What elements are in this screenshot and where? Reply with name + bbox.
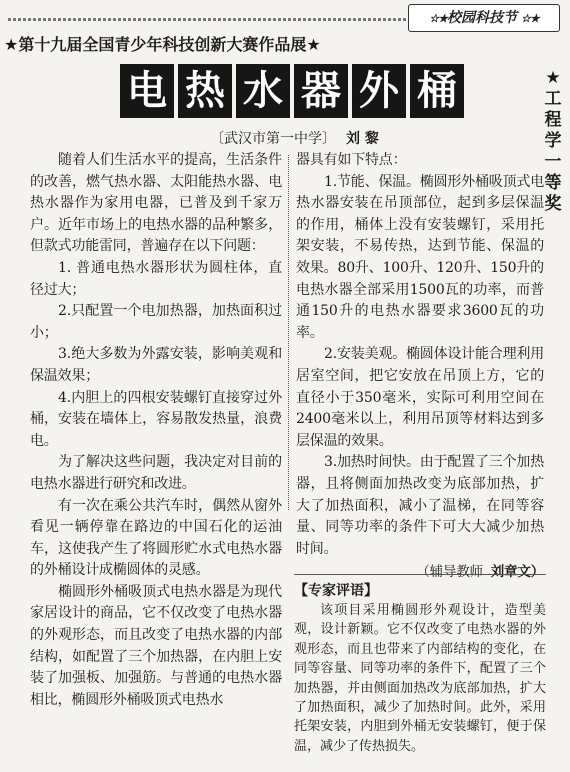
body-paragraph: 器具有如下特点： [296,152,407,168]
body-paragraph: 椭圆形外桶吸顶式电热水器是为现代家居设计的商品，它不仅改变了电热水器的外观形态，而且改变了电热水器的内部结构，如配置了三个加热器，在内胆上安装了加强板、加强筋。与普通的电热水器相比，椭圆形外桶吸顶式电热水 [30,583,282,708]
byline [210,128,379,148]
right-column [296,150,544,584]
body-paragraph: 随着人们生活水平的提高，生活条件的改善，燃气热水器、太阳能热水器、电热水器作为家用电器，已普及到千家万户。近年市场上的电热水器的品种繁多，但款式功能雷同，普遍存在以下问题： [30,152,282,255]
body-paragraph: 1. 普通电热水器形状为圆柱体，直径过大； [30,259,282,298]
school-name: 〔武汉市第一中学〕 [210,131,336,147]
left-column [30,150,282,711]
festival-logo: ☆★校园科技节 ☆★ [408,4,560,32]
body-paragraph: 2.安装美观。椭圆体设计能合理利用居室空间，把它安放在吊顶上方，它的直径小于350毫米，实际可利用空间在2400毫米以上，利用吊顶等材料达到多层保温的效果。 [296,346,544,449]
article-title [120,64,464,118]
advisor-name: 刘章文） [490,564,544,581]
title-char: 电 [120,64,174,118]
title-char: 外 [352,64,406,118]
body-paragraph: 3.加热时间快。由于配置了三个加热器，且将侧面加热改变为底部加热，扩大了加热面积，减小了温梯，在同等容量、同等功率的条件下可大大减少加热时间。 [296,454,544,557]
body-paragraph: 2.只配置一个电加热器，加热面积过小； [30,303,282,341]
title-char: 热 [178,64,232,118]
body-paragraph: 3.绝大多数为外露安装，影响美观和保温效果； [30,346,282,384]
title-char: 水 [236,64,290,118]
title-char: 桶 [410,64,464,118]
expert-comment-text: 该项目采用椭圆形外观设计，造型美观，设计新颖。它不仅改变了电热水器的外观形态，而且也带来了内部结构的变化，在同等容量、同等功率的条件下，配置了三个加热器，并由侧面加热改为底部加热，扩大了加热面积，减少了加热时间。此外，采用托架安装，内胆到外桶无安装螺钉，便于保温，减少了传热损失。 [294,603,546,754]
column-divider [288,155,289,510]
body-paragraph: 为了解决这些问题，我决定对目前的电热水器进行研究和改进。 [30,454,282,492]
header-divider [8,18,418,21]
festival-logo-text: 校园科技节 [447,10,517,26]
body-paragraph: 1.节能、保温。椭圆形外桶吸顶式电热水器安装在吊顶部位，起到多层保温的作用，桶体上没有安装螺钉，采用托架安装，不易传热，达到节能、保温的效果。80升、100升、120升、150升的电热水器全部采用1500瓦的功率，而普通150升的电热水器要求3600瓦的功率。 [296,173,544,341]
expert-comment-box [294,574,546,767]
award-label: ★工程学一等奖 [544,68,562,214]
header-banner [8,4,560,32]
title-char: 器 [294,64,348,118]
advisor-label: （辅导教师 [416,564,483,581]
body-paragraph: 4.内胆上的四根安装螺钉直接穿过外桶，安装在墙体上，容易散发热量，浪费电。 [30,389,282,449]
author-name: 刘 黎 [346,131,379,147]
body-paragraph: 有一次在乘公共汽车时，偶然从窗外看见一辆停靠在路边的中国石化的运油车，这使我产生了将圆形贮水式电热水器的外桶设计成椭圆体的灵感。 [30,497,282,579]
series-title: ★第十九届全国青少年科技创新大赛作品展★ [4,35,321,54]
expert-comment-heading: 【专家评语】 [294,583,378,599]
